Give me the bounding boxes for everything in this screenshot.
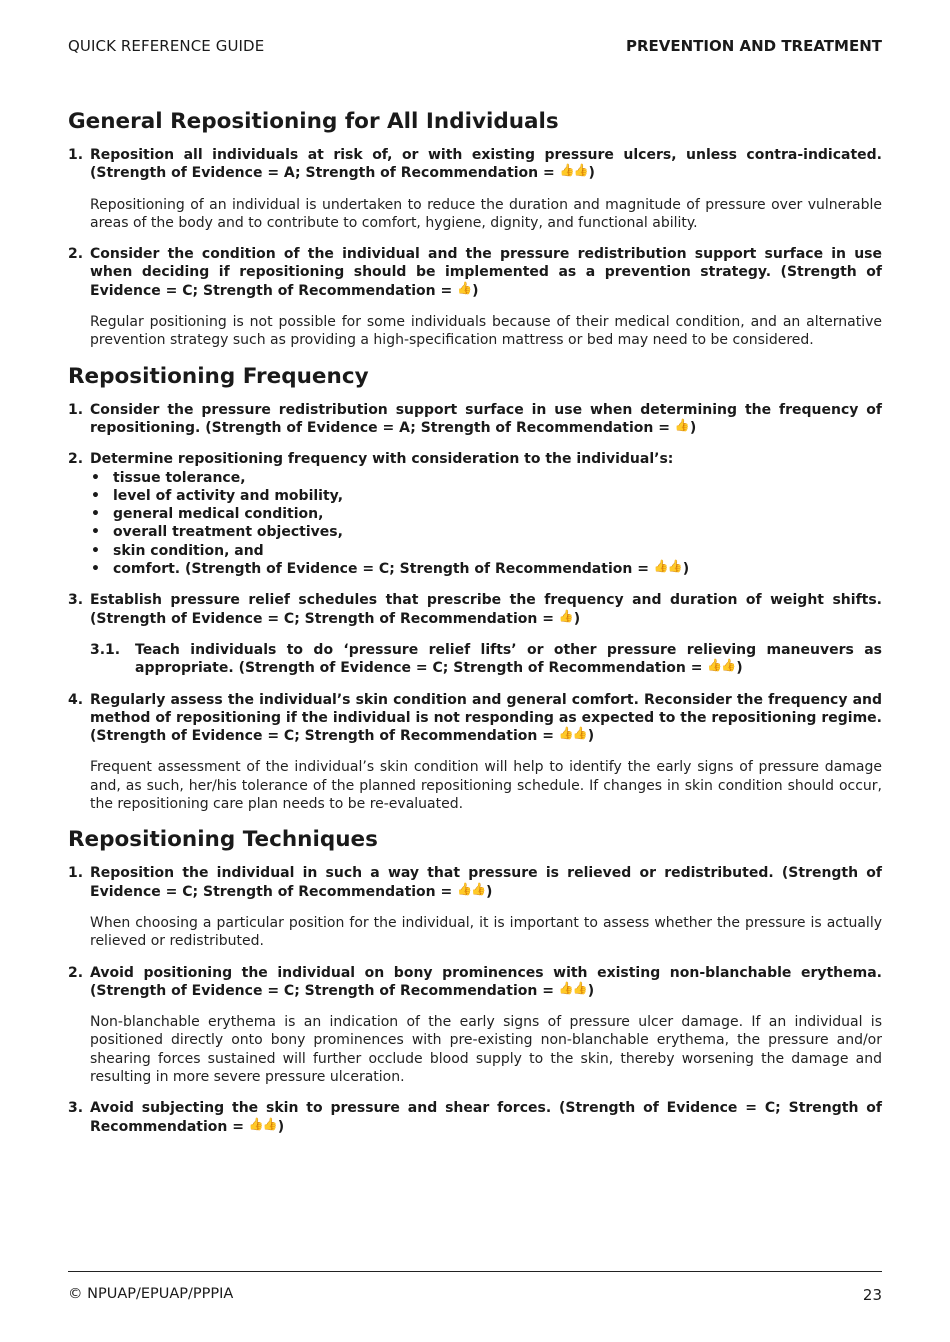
list-item-text: level of activity and mobility, [113,487,344,504]
thumbs-up-icon: 👍👍 [457,881,486,896]
list-item-text: tissue tolerance, [113,469,246,486]
section-heading-repositioning-techniques: Repositioning Techniques [68,827,378,853]
closing-paren: ) [587,982,595,999]
item-number: 2. [68,246,84,263]
item-number: 3. [68,1100,84,1117]
item-number: 2. [68,964,84,981]
bullet-icon: • [91,469,100,486]
thumbs-up-icon: 👍👍 [559,163,588,178]
thumbs-up-icon: 👍 [457,280,472,295]
recommendation-item [68,401,882,438]
item-number: 1. [68,147,84,163]
sub-recommendation-item [68,641,882,678]
recommendation-text: Avoid subjecting the skin to pressure and shear forces. (Strength of Evidence = C; Strength of Recommendation = [90,1100,882,1135]
recommendation-item [68,591,882,628]
recommendation-item [68,964,882,1001]
closing-paren: ) [277,1118,285,1135]
recommendation-item [68,864,882,901]
closing-paren: ) [573,610,581,627]
thumbs-up-icon: 👍👍 [558,980,587,995]
closing-paren: ) [587,728,595,745]
list-item [90,469,882,487]
list-item-text: comfort. (Strength of Evidence = C; Strength of Recommendation = [113,561,654,578]
recommendation-text: Teach individuals to do ‘pressure relief lifts’ or other pressure relieving maneuvers as appropriate. (Strength of Evidence = C; Strength of Recommendation = [135,641,882,677]
bullet-icon: • [91,506,100,523]
recommendation-item [68,146,882,183]
recommendation-text: Consider the condition of the individual and the pressure redistribution support surface in use when deciding if repositioning should be implemented as a prevention strategy. (Strength of Evidence = C; Strength of Recommendation = [90,246,882,299]
recommendation-text: Regularly assess the individual’s skin condition and general comfort. Reconsider the frequency and method of repositioning if the individual is not responding as expected to the repositioning regime. (Strength of Evidence = C; Strength of Recommendation = [90,691,882,745]
item-number: 4. [68,691,84,708]
list-item [90,487,882,505]
list-item-text: skin condition, and [113,542,264,559]
consideration-list [90,469,882,579]
page-number: 23 [862,1286,882,1304]
list-item [90,505,882,523]
item-number: 1. [68,865,84,882]
closing-paren: ) [588,165,595,182]
explanatory-note: Regular positioning is not possible for some individuals because of their medical condition, and an alternative prevention strategy such as providing a high-specification mattress or bed may need to be considered. [90,314,882,349]
thumbs-up-icon: 👍👍 [558,726,587,741]
bullet-icon: • [91,524,100,541]
item-number: 2. [68,451,84,468]
list-item-text: overall treatment objectives, [113,524,343,541]
bullet-icon: • [91,561,100,578]
thumbs-up-icon: 👍👍 [653,559,682,574]
thumbs-up-icon: 👍 [558,608,573,623]
recommendation-text: Reposition the individual in such a way that pressure is relieved or redistributed. (Strength of Evidence = C; Strength of Recommendation = [90,865,882,900]
explanatory-note: When choosing a particular position for the individual, it is important to assess whether the pressure is actually relieved or redistributed. [90,914,882,950]
explanatory-note: Non-blanchable erythema is an indication of the early signs of pressure ulcer damage. If an individual is positioned directly onto bony prominences with pre-existing non-blanchable erythema, the pressure and/or shearing forces sustained will further occlude blood supply to the skin, thereby worsening the damage and resulting in more severe pressure ulceration. [90,1014,882,1085]
recommendation-text: Determine repositioning frequency with consideration to the individual’s: [90,451,674,468]
item-number: 3. [68,592,84,609]
recommendation-item [68,1099,882,1136]
page-content [68,108,882,1149]
closing-paren: ) [472,282,479,299]
recommendation-item [68,245,882,300]
explanatory-note: Frequent assessment of the individual’s skin condition will help to identify the early signs of pressure damage and, as such, her/his tolerance of the planned repositioning schedule. If changes in skin condition should occur, the repositioning care plan needs to be re-evaluated. [90,759,882,813]
page-header [68,37,882,57]
footer-divider [68,1271,882,1272]
list-item-text: general medical condition, [113,506,324,523]
recommendation-text: Consider the pressure redistribution support surface in use when determining the frequency of repositioning. (Strength of Evidence = A; Strength of Recommendation = [90,401,882,436]
header-section-title: PREVENTION AND TREATMENT [625,37,882,55]
header-guide-title: QUICK REFERENCE GUIDE [68,37,265,55]
item-number: 1. [68,401,84,418]
copyright-notice: © NPUAP/EPUAP/PPPIA [68,1286,234,1302]
bullet-icon: • [91,487,100,504]
thumbs-up-icon: 👍👍 [707,658,736,673]
closing-paren: ) [682,561,690,578]
closing-paren: ) [486,883,493,900]
recommendation-item [68,691,882,746]
section-heading-general-repositioning: General Repositioning for All Individuals [68,109,559,134]
closing-paren: ) [736,660,743,677]
item-number: 3.1. [90,641,121,658]
recommendation-item [68,450,882,578]
recommendation-text: Establish pressure relief schedules that prescribe the frequency and duration of weight shifts. (Strength of Evidence = C; Strength of Recommendation = [90,592,882,627]
list-item [90,542,882,560]
thumbs-up-icon: 👍👍 [248,1116,277,1131]
bullet-icon: • [91,542,100,559]
section-heading-repositioning-frequency: Repositioning Frequency [68,363,369,389]
list-item [90,560,882,578]
recommendation-text: Reposition all individuals at risk of, or with existing pressure ulcers, unless contra-indicated. (Strength of Evidence = A; Strength of Recommendation = [90,147,882,182]
list-item [90,523,882,541]
explanatory-note: Repositioning of an individual is undertaken to reduce the duration and magnitude of pressure over vulnerable areas of the body and to contribute to comfort, hygiene, dignity, and functional ability. [90,196,882,231]
thumbs-up-icon: 👍 [674,417,689,432]
recommendation-text: Avoid positioning the individual on bony prominences with existing non-blanchable erythema. (Strength of Evidence = C; Strength of Recommendation = [90,964,882,999]
closing-paren: ) [689,419,697,436]
